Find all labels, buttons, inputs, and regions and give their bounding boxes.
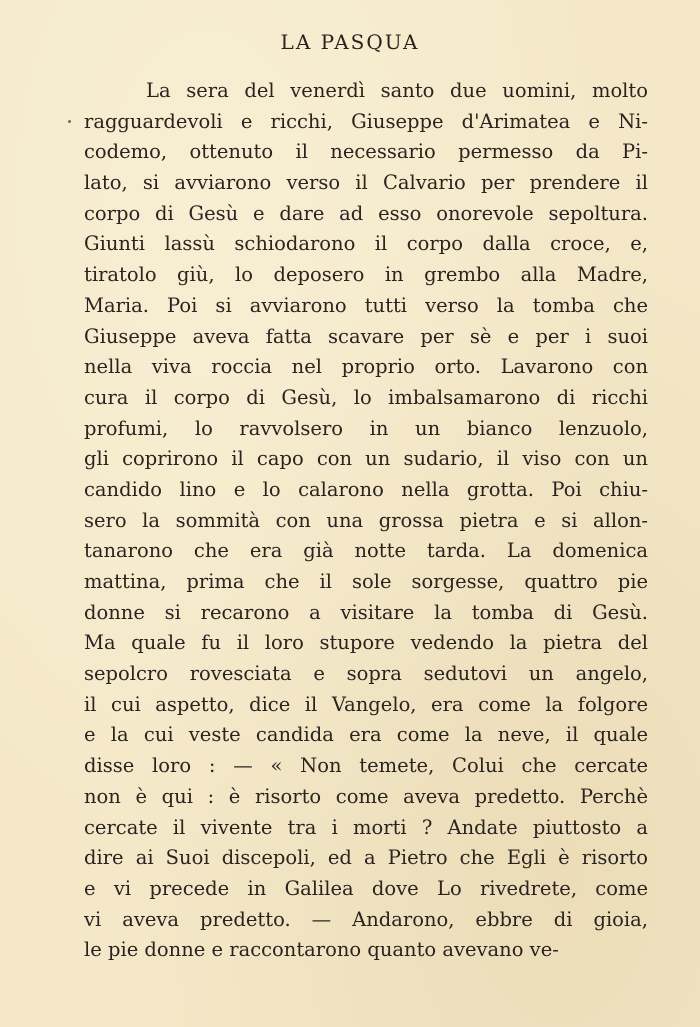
text-line: sepolcro rovesciata e sopra sedutovi un angelo, (84, 662, 648, 686)
text-line: disse loro : — « Non temete, Colui che cercate (84, 754, 648, 778)
text-line: cura il corpo di Gesù, lo imbalsamarono di ricchi (84, 385, 648, 409)
text-line: e vi precede in Galilea dove Lo rivedrete, come (84, 876, 648, 900)
text-line: gli coprirono il capo con un sudario, il viso con un (84, 447, 648, 471)
text-line: mattina, prima che il sole sorgesse, quattro pie (84, 570, 648, 593)
text-line: codemo, ottenuto il necessario permesso da Pi- (84, 140, 648, 164)
text-line: Ma quale fu il loro stupore vedendo la pietra del (84, 631, 648, 655)
paper-speck (68, 120, 71, 123)
running-head: LA PASQUA (280, 30, 420, 54)
body-text (84, 76, 648, 966)
text-line: il cui aspetto, dice il Vangelo, era come la folgore (84, 692, 648, 716)
text-line: le pie donne e raccontarono quanto avevano ve- (84, 938, 559, 962)
text-line: non è qui : è risorto come aveva predetto. Perchè (84, 784, 648, 808)
text-line: Giunti lassù schiodarono il corpo dalla croce, e, (84, 232, 648, 256)
text-line: tanarono che era già notte tarda. La domenica (84, 539, 648, 563)
text-line: dire ai Suoi discepoli, ed a Pietro che Egli è risorto (84, 846, 648, 870)
text-line: corpo di Gesù e dare ad esso onorevole sepoltura. (84, 201, 648, 225)
text-line: Maria. Poi si avviarono tutti verso la tomba che (84, 293, 648, 317)
text-line: nella viva roccia nel proprio orto. Lavarono con (84, 355, 648, 379)
text-line: lato, si avviarono verso il Calvario per prendere il (84, 171, 648, 195)
text-line: La sera del venerdì santo due uomini, molto (146, 79, 648, 102)
text-line: cercate il vivente tra i morti ? Andate piuttosto a (84, 815, 648, 839)
text-line: vi aveva predetto. — Andarono, ebbre di gioia, (84, 907, 648, 931)
text-line: tiratolo giù, lo deposero in grembo alla Madre, (84, 263, 648, 287)
text-line: e la cui veste candida era come la neve, il quale (84, 723, 648, 747)
text-line: profumi, lo ravvolsero in un bianco lenzuolo, (84, 416, 648, 440)
text-line: donne si recarono a visitare la tomba di Gesù. (84, 600, 648, 624)
text-line: Giuseppe aveva fatta scavare per sè e per i suoi (84, 324, 648, 348)
text-line: ragguardevoli e ricchi, Giuseppe d'Arimatea e Ni- (84, 109, 648, 133)
text-line: candido lino e lo calarono nella grotta. Poi chiu- (84, 477, 648, 501)
text-line: sero la sommità con una grossa pietra e si allon- (84, 508, 648, 532)
